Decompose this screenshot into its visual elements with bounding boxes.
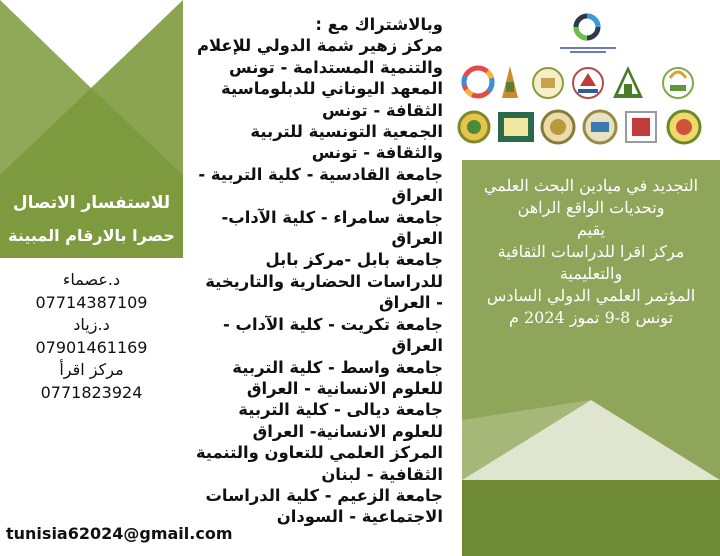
partner-item: جامعة تكريت - كلية الآداب - العراق: [222, 314, 443, 356]
logo-sdg-wheel-icon: [464, 68, 492, 96]
organizer-name: والتعليمية: [559, 264, 623, 283]
contact-phone: 07714387109: [35, 292, 148, 312]
partner-item: جامعة سامراء - كلية الآداب- العراق: [221, 207, 443, 249]
organizer-logo-caption-icon: [556, 44, 620, 56]
logo-round-blue-icon: [584, 111, 616, 143]
organizer-verb: يقيم: [576, 220, 606, 239]
logo-institute-icon: [573, 68, 603, 98]
partner-item: جامعة ديالى - كلية التربية للعلوم الانسانية- العراق: [238, 400, 443, 441]
logo-tree-icon: [613, 66, 643, 98]
partner-item: مركز زهير شمة الدولي للإعلام والتنمية المستدامة - تونس: [196, 36, 443, 77]
logo-scad-icon: [663, 68, 693, 98]
partner-item: الجمعية التونسية للتربية والثقافة - تونس: [250, 122, 443, 163]
partners-heading: وبالاشتراك مع :: [315, 15, 443, 34]
contact-title: للاستفسار الاتصال: [12, 193, 171, 213]
conference-theme: التجديد في ميادين البحث العلمي: [483, 176, 699, 195]
partner-item: جامعة بابل -مركز بابل للدراسات الحضارية والتاريخية - العراق: [205, 250, 443, 313]
logo-university-icon: [533, 68, 563, 98]
contact-subtitle: حصرا بالارقام المبينة: [8, 226, 175, 245]
conference-name: المؤتمر العلمي الدولي السادس: [486, 286, 696, 305]
partner-item: المركز العلمي للتعاون والتنمية الثقافية - لبنان: [195, 443, 443, 484]
contact-name: مركز اقرأ: [59, 360, 124, 379]
conference-column: [448, 0, 720, 556]
logo-building-icon: [498, 112, 534, 142]
partners-list: [193, 14, 443, 528]
logo-emblem-icon: [502, 66, 518, 98]
contact-phone: 07901461169: [35, 337, 148, 357]
contact-list: [0, 269, 183, 404]
partner-item: المعهد اليوناني للدبلوماسية الثقافة - تونس: [221, 79, 443, 120]
contact-email: tunisia62024@gmail.com: [6, 524, 233, 543]
partner-item: جامعة الزعيم - كلية الدراسات الاجتماعية - السودان: [205, 485, 443, 527]
logo-round-emblem-icon: [542, 111, 574, 143]
conference-theme: وتحديات الواقع الراهن: [517, 198, 665, 217]
conference-date: تونس 8-9 تموز 2024 م: [508, 308, 674, 327]
contact-phone: 0771823924: [40, 382, 143, 402]
contact-name: د.زياد: [73, 315, 110, 334]
organizer-name: مركز اقرا للدراسات الثقافية: [497, 242, 685, 261]
contact-name: د.عصماء: [62, 270, 121, 289]
partner-item: جامعة واسط - كلية التربية للعلوم الانسانية - العراق: [232, 357, 443, 398]
partner-logos-row-1: [448, 58, 720, 108]
partner-item: جامعة القادسية - كلية التربية - العراق: [198, 164, 443, 206]
partner-logos-row-2: [448, 104, 720, 154]
logo-seal-green-icon: [668, 111, 700, 143]
logo-seal-gold-icon: [459, 112, 489, 142]
contact-column: [0, 0, 183, 556]
conference-announcement: [462, 175, 720, 329]
caption-lines-icon: [556, 44, 620, 54]
logo-square-red-icon: [626, 112, 656, 142]
